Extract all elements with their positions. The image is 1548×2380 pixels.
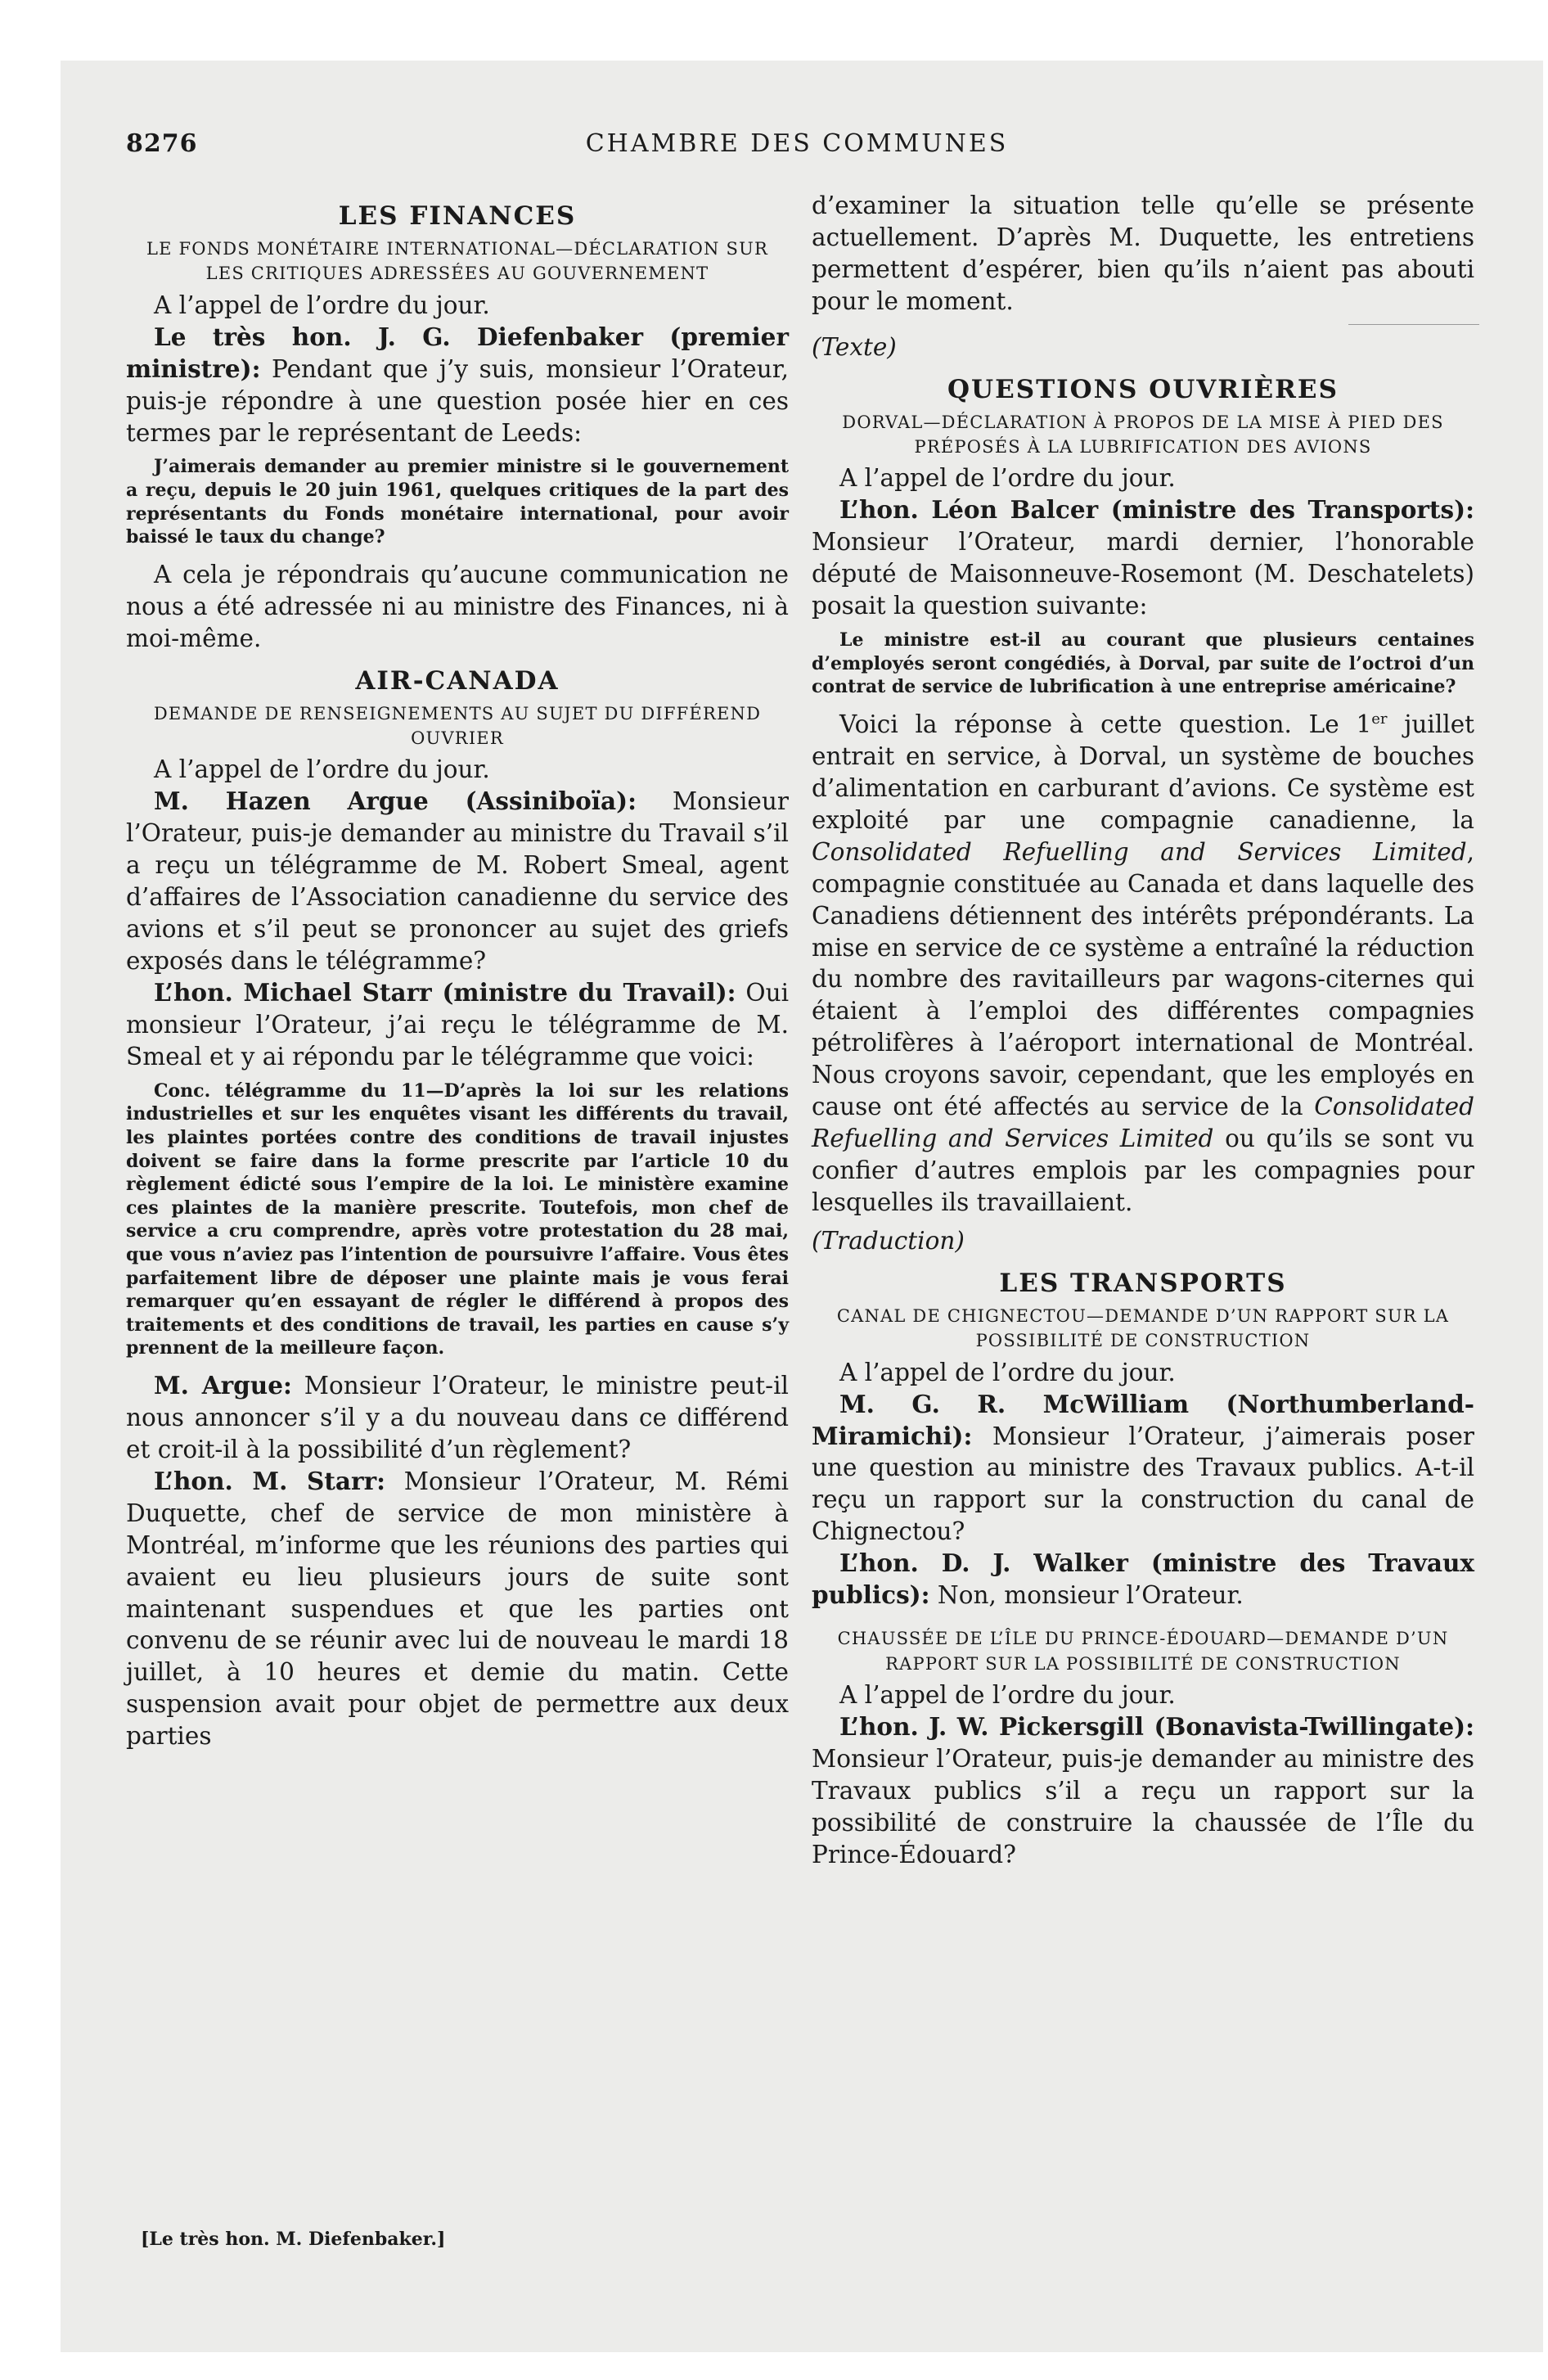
speech-text: Monsieur l’Orateur, puis-je demander au ministre du Travail s’il a reçu un télégramme de M. Robert Smeal, agent d’affaires de l’Association canadienne du service des avions et s’il peut se prononcer au sujet des griefs exposés dans le télégramme?	[126, 787, 789, 976]
quoted-question-leeds: J’aimerais demander au premier ministre si le gouvernement a reçu, depuis le 20 juin 1961, quelques critiques de la part des représentants du Fonds monétaire international, pour avoir baissé le taux du change?	[126, 456, 789, 548]
speech-text: Pendant que j’y suis, monsieur l’Orateur, puis-je répondre à une question posée hier en ces termes par le représentant de Leeds:	[126, 354, 789, 447]
order-call: A l’appel de l’ordre du jour.	[839, 1358, 1176, 1386]
paragraph-argue	[126, 786, 789, 977]
speaker-mcwilliam: M. G. R. McWilliam (Northumberland-Miramichi):	[812, 1389, 1474, 1450]
speech-text: juillet entrait en service, à Dorval, un système de bouches d’alimentation en carburant d’avions. Ce système est exploité par une compagnie canadienne, la	[812, 710, 1475, 834]
speech-text: Monsieur l’Orateur, mardi dernier, l’honorable député de Maisonneuve-Rosemont (M. Deschatelets) posait la question suivante:	[812, 528, 1474, 620]
speech-text: Monsieur l’Orateur, le ministre peut-il nous annoncer s’il y a du nouveau dans ce différend et croit-il à la possibilité d’un règlement?	[126, 1371, 789, 1463]
speech-text: Oui monsieur l’Orateur, j’ai reçu le télégramme de M. Smeal et y ai répondu par le télégramme que voici:	[126, 979, 789, 1071]
section-subtitle-fmi: LE FONDS MONÉTAIRE INTERNATIONAL—DÉCLARATION SUR LES CRITIQUES ADRESSÉES AU GOUVERNEMENT	[146, 238, 769, 284]
paragraph-starr-2	[126, 1466, 789, 1752]
paragraph-diefenbaker	[126, 322, 789, 449]
section-title-finances: LES FINANCES	[338, 201, 577, 231]
order-call: A l’appel de l’ordre du jour.	[154, 291, 490, 319]
right-column	[812, 190, 1474, 1871]
speech-text: , compagnie constituée au Canada et dans laquelle des Canadiens détiennent des intérêts prépondérants. La mise en service de ce système a entraîné la réduction du nombre des ravitailleurs par wagons-citernes qui étaient à l’emploi des différentes compagnies pétrolifères à l’aéroport international de Montréal. Nous croyons savoir, cependant, que les employés en cause ont été affectés au service de la	[812, 837, 1474, 1121]
section-title-ouvrieres: QUESTIONS OUVRIÈRES	[947, 374, 1339, 404]
speaker-pickersgill: L’hon. J. W. Pickersgill (Bonavista-Twillingate):	[839, 1711, 1474, 1741]
section-title-transports: LES TRANSPORTS	[999, 1268, 1287, 1298]
footer-speaker-note: [Le très hon. M. Diefenbaker.]	[141, 2229, 446, 2250]
speech-text: Monsieur l’Orateur, M. Rémi Duquette, chef de service de mon ministère à Montréal, m’informe que les réunions des parties qui avaient eu lieu plusieurs jours de suite sont maintenant suspendues et que les parties ont convenu de se réunir avec lui de nouveau le mardi 18 juillet, à 10 heures et demie du matin. Cette suspension avait pour objet de permettre aux deux parties	[126, 1467, 789, 1751]
speaker-walker: L’hon. D. J. Walker (ministre des Travaux publics):	[812, 1548, 1474, 1610]
section-subtitle-dorval: DORVAL—DÉCLARATION À PROPOS DE LA MISE À PIED DES PRÉPOSÉS À LA LUBRIFICATION DES AVIONS	[842, 412, 1444, 458]
order-call: A l’appel de l’ordre du jour.	[839, 1681, 1176, 1710]
paragraph-walker	[812, 1548, 1474, 1611]
section-title-air-canada: AIR-CANADA	[355, 665, 560, 696]
running-head: CHAMBRE DES COMMUNES	[585, 129, 1009, 158]
speech-text: Voici la réponse à cette question. Le 1	[839, 710, 1372, 738]
page-header	[126, 129, 1468, 178]
speaker-starr: L’hon. M. Starr:	[154, 1466, 386, 1495]
divider-rule	[1348, 324, 1479, 325]
page-number: 8276	[126, 129, 198, 158]
paragraph-mcwilliam	[812, 1389, 1474, 1548]
speaker-balcer: L’hon. Léon Balcer (ministre des Transports):	[839, 495, 1474, 525]
speaker-argue: M. Argue:	[154, 1370, 292, 1400]
speech-text: Monsieur l’Orateur, puis-je demander au ministre des Travaux publics s’il a reçu un rapport sur la possibilité de construire la chaussée de l’Île du Prince-Édouard?	[812, 1744, 1474, 1868]
language-note-traduction: (Traduction)	[812, 1226, 965, 1255]
paragraph-continued: d’examiner la situation telle qu’elle se présente actuellement. D’après M. Duquette, les entretiens permettent d’espérer, bien qu’ils n’aient pas abouti pour le moment.	[812, 192, 1474, 315]
speaker-diefenbaker: Le très hon. J. G. Diefenbaker (premier ministre):	[126, 322, 789, 383]
order-call: A l’appel de l’ordre du jour.	[839, 464, 1176, 493]
section-subtitle-chignectou: CANAL DE CHIGNECTOU—DEMANDE D’UN RAPPORT SUR LA POSSIBILITÉ DE CONSTRUCTION	[836, 1305, 1450, 1351]
section-subtitle-differend: DEMANDE DE RENSEIGNEMENTS AU SUJET DU DIFFÉREND OUVRIER	[153, 703, 762, 748]
left-column	[126, 190, 789, 1752]
language-note-texte: (Texte)	[812, 332, 897, 361]
order-call: A l’appel de l’ordre du jour.	[154, 755, 490, 784]
section-subtitle-chaussee: CHAUSSÉE DE L’ÎLE DU PRINCE-ÉDOUARD—DEMANDE D’UN RAPPORT SUR LA POSSIBILITÉ DE CONSTRUCTION	[837, 1629, 1449, 1674]
speaker-argue: M. Hazen Argue (Assiniboïa):	[154, 787, 637, 816]
speaker-starr: L’hon. Michael Starr (ministre du Travail):	[154, 978, 736, 1007]
paragraph-argue-2	[126, 1370, 789, 1466]
paragraph-reply: A cela je répondrais qu’aucune communication ne nous a été adressée ni au ministre des Finances, ni à moi-même.	[126, 560, 789, 652]
quoted-question-deschatelets: Le ministre est-il au courant que plusieurs centaines d’employés seront congédiés, à Dorval, par suite de l’octroi d’un contrat de service de lubrification à une entreprise américaine?	[812, 629, 1474, 698]
quoted-telegram: Conc. télégramme du 11—D’après la loi sur les relations industrielles et sur les enquêtes visant les différents du travail, les plaintes portées contre des conditions de travail injustes doivent se faire dans la forme prescrite par l’article 10 du règlement édicté sous l’empire de la loi. Le ministère examine ces plaintes de la manière prescrite. Toutefois, mon chef de service a cru comprendre, après votre protestation du 28 mai, que vous n’aviez pas l’intention de poursuivre l’affaire. Vous êtes parfaitement libre de déposer une plainte mais je vous ferai remarquer qu’en essayant de régler le différend à propos des traitements et des conditions de travail, les parties en cause s’y prennent de la meilleure façon.	[126, 1080, 789, 1359]
paragraph-reponse	[812, 709, 1474, 1219]
speech-text: Monsieur l’Orateur, j’aimerais poser une question au ministre des Travaux publics. A-t-il reçu un rapport sur la construction du canal de Chignectou?	[812, 1422, 1474, 1546]
paragraph-pickersgill	[812, 1711, 1474, 1871]
company-name: Consolidated Refuelling and Services Limited	[812, 1093, 1474, 1153]
speech-text: ou qu’ils se sont vu confier d’autres emplois par les compagnies pour lesquelles ils travaillaient.	[812, 1125, 1474, 1216]
superscript: er	[1371, 710, 1388, 728]
speech-text: Non, monsieur l’Orateur.	[929, 1581, 1244, 1610]
paragraph-balcer	[812, 494, 1474, 622]
paragraph-starr	[126, 977, 789, 1073]
company-name: Consolidated Refuelling and Services Limited	[812, 837, 1467, 866]
